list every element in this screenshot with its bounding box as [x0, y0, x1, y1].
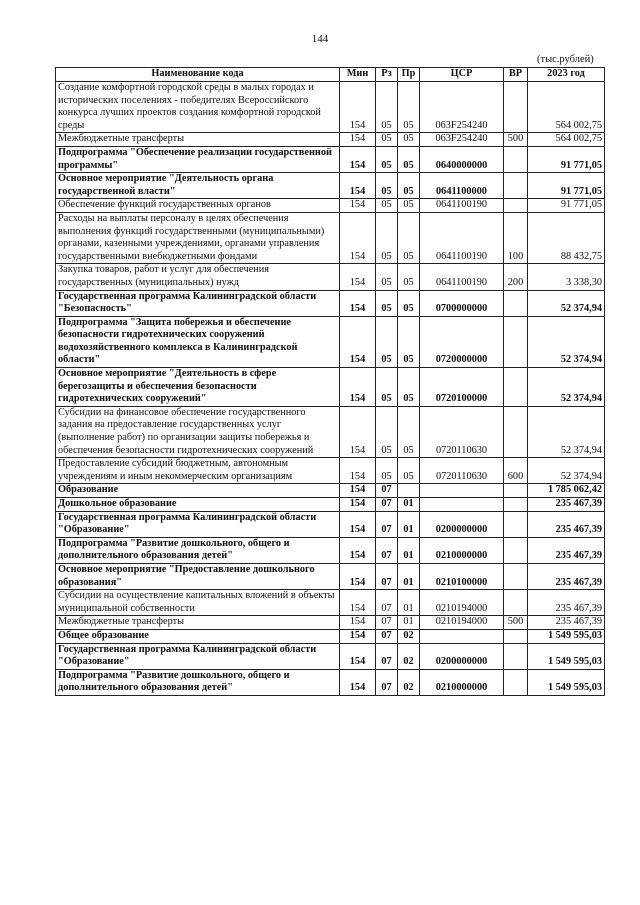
cell-name: Государственная программа Калининградской области "Образование" — [56, 511, 340, 537]
cell-pr: 05 — [398, 173, 420, 199]
cell-min: 154 — [340, 498, 376, 512]
cell-min: 154 — [340, 616, 376, 630]
cell-rz: 07 — [376, 498, 398, 512]
cell-pr: 05 — [398, 290, 420, 316]
cell-name: Образование — [56, 484, 340, 498]
cell-amount: 235 467,39 — [528, 616, 605, 630]
table-row — [56, 511, 605, 537]
cell-name: Основное мероприятие "Деятельность в сфере берегозащиты и обеспечения безопасности гидротехнических сооружений" — [56, 368, 340, 407]
cell-amount: 52 374,94 — [528, 290, 605, 316]
header-name: Наименование кода — [56, 68, 340, 82]
cell-rz: 05 — [376, 316, 398, 367]
cell-csr: 0210100000 — [420, 563, 504, 589]
cell-vr — [504, 173, 528, 199]
table-row — [56, 563, 605, 589]
header-csr: ЦСР — [420, 68, 504, 82]
table-row — [56, 146, 605, 172]
cell-pr: 02 — [398, 643, 420, 669]
cell-vr — [504, 484, 528, 498]
cell-amount: 235 467,39 — [528, 498, 605, 512]
cell-pr: 01 — [398, 563, 420, 589]
cell-pr: 05 — [398, 82, 420, 133]
cell-amount: 564 002,75 — [528, 133, 605, 147]
cell-amount: 3 338,30 — [528, 264, 605, 290]
cell-vr — [504, 629, 528, 643]
table-row — [56, 537, 605, 563]
cell-name: Основное мероприятие "Деятельность органа государственной власти" — [56, 173, 340, 199]
cell-name: Закупка товаров, работ и услуг для обеспечения государственных (муниципальных) нужд — [56, 264, 340, 290]
cell-vr — [504, 537, 528, 563]
cell-rz: 07 — [376, 537, 398, 563]
table-row — [56, 643, 605, 669]
cell-pr: 05 — [398, 264, 420, 290]
cell-vr: 500 — [504, 616, 528, 630]
cell-vr — [504, 199, 528, 213]
cell-name: Основное мероприятие "Предоставление дошкольного образования" — [56, 563, 340, 589]
cell-min: 154 — [340, 511, 376, 537]
cell-vr — [504, 146, 528, 172]
cell-min: 154 — [340, 458, 376, 484]
cell-name: Подпрограмма "Обеспечение реализации государственной программы" — [56, 146, 340, 172]
cell-amount: 91 771,05 — [528, 146, 605, 172]
header-amount: 2023 год — [528, 68, 605, 82]
cell-name: Общее образование — [56, 629, 340, 643]
table-row — [56, 212, 605, 263]
header-vr: ВР — [504, 68, 528, 82]
table-header-row — [56, 68, 605, 82]
cell-vr: 200 — [504, 264, 528, 290]
cell-vr: 600 — [504, 458, 528, 484]
budget-table — [55, 67, 605, 696]
header-min: Мин — [340, 68, 376, 82]
cell-pr: 01 — [398, 498, 420, 512]
cell-csr: 0210194000 — [420, 590, 504, 616]
table-row — [56, 484, 605, 498]
cell-min: 154 — [340, 669, 376, 695]
cell-rz: 05 — [376, 133, 398, 147]
cell-amount: 235 467,39 — [528, 537, 605, 563]
cell-min: 154 — [340, 212, 376, 263]
cell-vr — [504, 498, 528, 512]
cell-vr — [504, 643, 528, 669]
cell-name: Создание комфортной городской среды в малых городах и исторических поселениях - победителях Всероссийского конкурса лучших проектов создания комфортной городской среды — [56, 82, 340, 133]
cell-name: Государственная программа Калининградской области "Образование" — [56, 643, 340, 669]
cell-csr: 063F254240 — [420, 133, 504, 147]
cell-pr: 01 — [398, 537, 420, 563]
cell-pr: 05 — [398, 146, 420, 172]
cell-vr — [504, 406, 528, 457]
table-row — [56, 406, 605, 457]
cell-vr — [504, 82, 528, 133]
cell-min: 154 — [340, 82, 376, 133]
cell-min: 154 — [340, 146, 376, 172]
table-row — [56, 616, 605, 630]
cell-min: 154 — [340, 643, 376, 669]
cell-rz: 07 — [376, 643, 398, 669]
cell-rz: 05 — [376, 264, 398, 290]
cell-amount: 52 374,94 — [528, 316, 605, 367]
cell-rz: 07 — [376, 669, 398, 695]
cell-amount: 235 467,39 — [528, 563, 605, 589]
cell-csr: 0720110630 — [420, 406, 504, 457]
cell-rz: 07 — [376, 629, 398, 643]
cell-pr: 05 — [398, 406, 420, 457]
cell-vr — [504, 290, 528, 316]
cell-amount: 91 771,05 — [528, 173, 605, 199]
cell-min: 154 — [340, 368, 376, 407]
table-row — [56, 290, 605, 316]
cell-csr: 0640000000 — [420, 146, 504, 172]
cell-csr: 0210000000 — [420, 537, 504, 563]
cell-amount: 52 374,94 — [528, 368, 605, 407]
units-label: (тыс.рублей) — [537, 54, 594, 65]
cell-rz: 05 — [376, 199, 398, 213]
cell-amount: 1 549 595,03 — [528, 629, 605, 643]
cell-name: Государственная программа Калининградской области "Безопасность" — [56, 290, 340, 316]
cell-amount: 235 467,39 — [528, 590, 605, 616]
cell-pr: 05 — [398, 316, 420, 367]
cell-pr: 01 — [398, 590, 420, 616]
cell-name: Субсидии на осуществление капитальных вложений в объекты муниципальной собственности — [56, 590, 340, 616]
cell-pr: 01 — [398, 511, 420, 537]
table-row — [56, 458, 605, 484]
cell-csr: 0720100000 — [420, 368, 504, 407]
cell-csr: 0720110630 — [420, 458, 504, 484]
cell-csr: 0200000000 — [420, 511, 504, 537]
cell-name: Субсидии на финансовое обеспечение государственного задания на предоставление государственных услуг (выполнение работ) по организации защиты побережья и обеспечения безопасности гидротехнических сооружений — [56, 406, 340, 457]
table-row — [56, 133, 605, 147]
cell-min: 154 — [340, 537, 376, 563]
table-row — [56, 264, 605, 290]
cell-rz: 07 — [376, 511, 398, 537]
cell-amount: 235 467,39 — [528, 511, 605, 537]
cell-name: Подпрограмма "Развитие дошкольного, общего и дополнительного образования детей" — [56, 537, 340, 563]
cell-min: 154 — [340, 484, 376, 498]
cell-pr: 05 — [398, 212, 420, 263]
cell-pr: 01 — [398, 616, 420, 630]
cell-csr — [420, 484, 504, 498]
cell-csr: 063F254240 — [420, 82, 504, 133]
cell-pr: 05 — [398, 458, 420, 484]
table-row — [56, 590, 605, 616]
cell-rz: 05 — [376, 406, 398, 457]
cell-csr: 0210000000 — [420, 669, 504, 695]
cell-min: 154 — [340, 133, 376, 147]
cell-rz: 05 — [376, 212, 398, 263]
header-rz: Рз — [376, 68, 398, 82]
cell-name: Обеспечение функций государственных органов — [56, 199, 340, 213]
table-body — [56, 82, 605, 696]
cell-csr — [420, 498, 504, 512]
cell-csr: 0700000000 — [420, 290, 504, 316]
cell-rz: 05 — [376, 82, 398, 133]
cell-min: 154 — [340, 629, 376, 643]
cell-rz: 05 — [376, 173, 398, 199]
cell-min: 154 — [340, 316, 376, 367]
cell-rz: 07 — [376, 563, 398, 589]
cell-vr — [504, 316, 528, 367]
table-row — [56, 199, 605, 213]
cell-min: 154 — [340, 590, 376, 616]
cell-vr — [504, 368, 528, 407]
header-pr: Пр — [398, 68, 420, 82]
cell-min: 154 — [340, 563, 376, 589]
cell-pr: 05 — [398, 199, 420, 213]
cell-min: 154 — [340, 406, 376, 457]
cell-csr: 0641100190 — [420, 199, 504, 213]
cell-vr — [504, 669, 528, 695]
cell-name: Межбюджетные трансферты — [56, 616, 340, 630]
table-row — [56, 629, 605, 643]
cell-csr: 0200000000 — [420, 643, 504, 669]
cell-csr: 0641100190 — [420, 212, 504, 263]
cell-amount: 1 549 595,03 — [528, 669, 605, 695]
cell-amount: 1 785 062,42 — [528, 484, 605, 498]
table-row — [56, 498, 605, 512]
cell-name: Подпрограмма "Развитие дошкольного, общего и дополнительного образования детей" — [56, 669, 340, 695]
cell-vr: 100 — [504, 212, 528, 263]
cell-name: Подпрограмма "Защита побережья и обеспечение безопасности гидротехнических сооружений водохозяйственного комплекса в Калининградской области" — [56, 316, 340, 367]
cell-min: 154 — [340, 290, 376, 316]
cell-csr: 0641100190 — [420, 264, 504, 290]
cell-pr: 05 — [398, 133, 420, 147]
cell-pr — [398, 484, 420, 498]
cell-vr — [504, 563, 528, 589]
cell-rz: 05 — [376, 458, 398, 484]
table-row — [56, 82, 605, 133]
cell-pr: 02 — [398, 629, 420, 643]
cell-name: Предоставление субсидий бюджетным, автономным учреждениям и иным некоммерческим организациям — [56, 458, 340, 484]
cell-pr: 05 — [398, 368, 420, 407]
cell-rz: 07 — [376, 616, 398, 630]
cell-rz: 05 — [376, 146, 398, 172]
cell-vr — [504, 590, 528, 616]
cell-min: 154 — [340, 173, 376, 199]
page-number: 144 — [311, 33, 329, 45]
cell-pr: 02 — [398, 669, 420, 695]
cell-min: 154 — [340, 264, 376, 290]
cell-rz: 07 — [376, 590, 398, 616]
table-row — [56, 316, 605, 367]
cell-name: Расходы на выплаты персоналу в целях обеспечения выполнения функций государственными (муниципальными) органами, казенными учреждениями, органами управления государственными внебюджетными фондами — [56, 212, 340, 263]
cell-amount: 91 771,05 — [528, 199, 605, 213]
table-row — [56, 173, 605, 199]
cell-csr: 0210194000 — [420, 616, 504, 630]
cell-amount: 88 432,75 — [528, 212, 605, 263]
cell-amount: 1 549 595,03 — [528, 643, 605, 669]
cell-name: Межбюджетные трансферты — [56, 133, 340, 147]
cell-min: 154 — [340, 199, 376, 213]
cell-rz: 05 — [376, 368, 398, 407]
cell-csr — [420, 629, 504, 643]
cell-rz: 05 — [376, 290, 398, 316]
cell-vr — [504, 511, 528, 537]
cell-rz: 07 — [376, 484, 398, 498]
cell-vr: 500 — [504, 133, 528, 147]
cell-amount: 52 374,94 — [528, 458, 605, 484]
cell-amount: 52 374,94 — [528, 406, 605, 457]
cell-name: Дошкольное образование — [56, 498, 340, 512]
table-row — [56, 368, 605, 407]
table-row — [56, 669, 605, 695]
cell-csr: 0720000000 — [420, 316, 504, 367]
cell-amount: 564 002,75 — [528, 82, 605, 133]
cell-csr: 0641100000 — [420, 173, 504, 199]
